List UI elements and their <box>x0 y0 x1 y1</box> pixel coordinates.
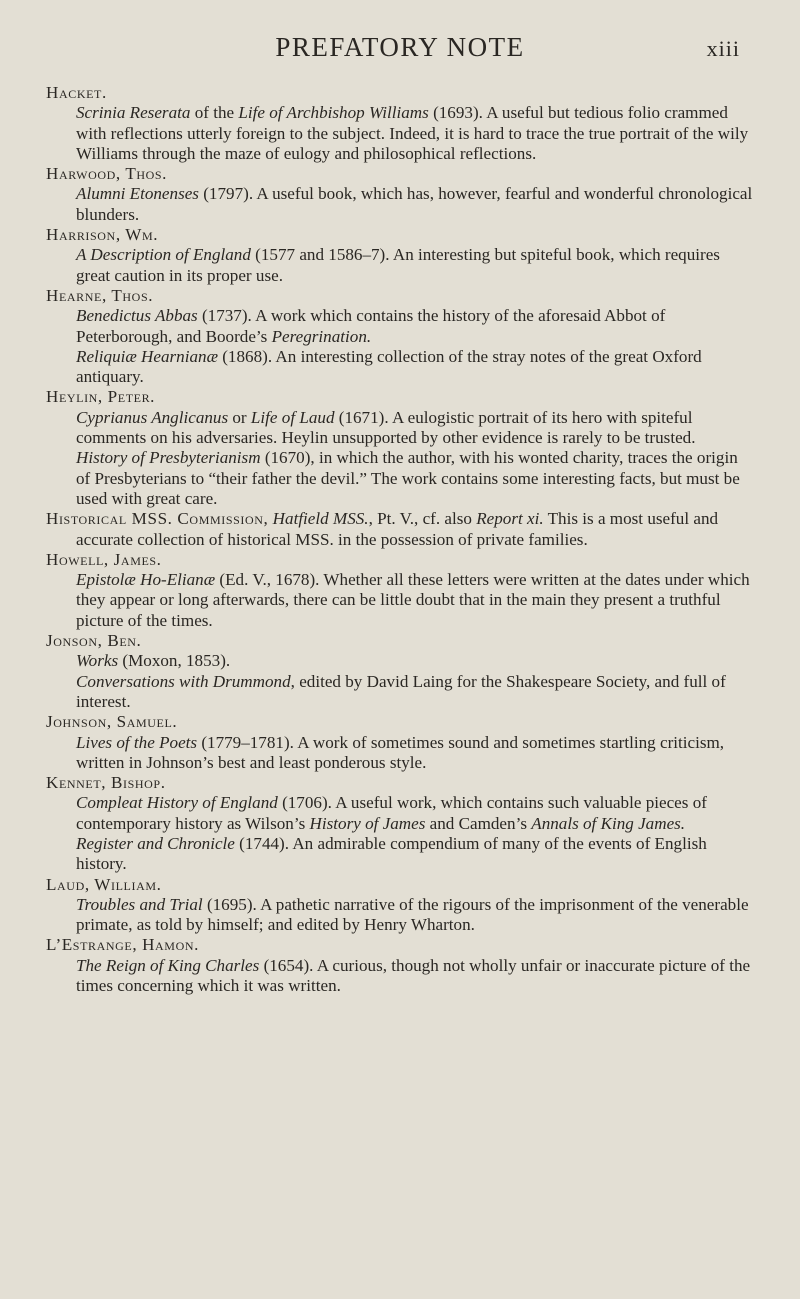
work-entry <box>46 103 756 164</box>
author-heading: L’Estrange, Hamon. <box>46 935 199 955</box>
work-entry <box>46 306 756 347</box>
author-heading: Historical MSS. Commission, <box>46 509 269 529</box>
bibliography-entry <box>46 875 756 936</box>
work-title: Cyprianus Anglicanus <box>76 407 229 427</box>
page-number: xiii <box>706 36 740 61</box>
work-title: The Reign of King Charles <box>76 955 260 975</box>
author-line <box>46 225 756 245</box>
author-heading: Heylin, Peter. <box>46 387 156 407</box>
work-description: (1868). An interesting collection of the stray notes of the great Oxford antiquary. <box>76 346 702 387</box>
bibliography-entry <box>46 164 756 225</box>
work-description: (1670), in which the author, with his wonted charity, traces the origin of Presbyterians to “their father the devil.” The work contains some interesting facts, but must be used with great care. <box>76 448 740 508</box>
author-heading: Hearne, Thos. <box>46 285 154 305</box>
work-title: Benedictus Abbas <box>76 306 198 326</box>
work-description: , edited by David Laing for the Shakespeare Society, and full of interest. <box>76 671 726 711</box>
work-description: and Camden’s <box>425 813 532 833</box>
work-description: of the <box>190 103 239 123</box>
author-line <box>46 875 756 895</box>
work-description: (1654). A curious, though not wholly unfair or inaccurate picture of the times concerning which it was written. <box>76 955 751 996</box>
author-heading: Johnson, Samuel. <box>46 712 178 732</box>
bibliography-entry <box>46 935 756 996</box>
work-entry <box>46 245 756 286</box>
author-line <box>46 712 756 732</box>
bibliography-entry <box>46 773 756 874</box>
work-title: Epistolæ Ho-Elianæ <box>76 570 216 590</box>
running-head <box>0 28 800 68</box>
bibliography-list <box>46 83 756 996</box>
author-heading: Howell, James. <box>46 549 162 569</box>
author-heading: Laud, William. <box>46 874 162 894</box>
author-line <box>46 387 756 407</box>
work-title: Hatfield MSS. <box>272 509 369 529</box>
work-entry <box>46 672 756 713</box>
bibliography-entry <box>46 225 756 286</box>
work-title: Troubles and Trial <box>76 894 203 914</box>
work-description: (1671). A eulogistic portrait of its hero with spiteful comments on his adversaries. Heylin unsupported by other evidence is rarely to be trusted. <box>76 407 696 448</box>
work-title: History of Presbyterianism <box>76 448 261 468</box>
bibliography-entry <box>46 387 756 509</box>
work-entry <box>46 570 756 631</box>
author-line <box>46 935 756 955</box>
author-line <box>46 83 756 103</box>
running-head-title: PREFATORY NOTE <box>275 32 525 62</box>
work-description: (1744). An admirable compendium of many of the events of English history. <box>76 833 707 874</box>
work-title: Annals of King James. <box>531 813 686 833</box>
work-entry <box>46 956 756 997</box>
work-entry <box>46 184 756 225</box>
work-title: Life of Archbishop Williams <box>238 103 429 123</box>
author-line <box>46 509 756 550</box>
work-entry <box>46 733 756 774</box>
work-description: or <box>228 407 251 427</box>
work-description: (1577 and 1586–7). An interesting but spiteful book, which requires great caution in its proper use. <box>76 245 720 285</box>
work-entry <box>46 448 756 509</box>
work-title: Peregrination. <box>271 326 372 346</box>
work-title: Register and Chronicle <box>76 833 235 853</box>
author-line <box>46 773 756 793</box>
work-title: Compleat History of England <box>76 793 278 813</box>
bibliography-entry <box>46 631 756 712</box>
bibliography-entry <box>46 83 756 164</box>
work-entry <box>46 834 756 875</box>
work-entry <box>46 651 756 671</box>
work-entry <box>46 408 756 449</box>
author-line <box>46 164 756 184</box>
work-description: , Pt. V., cf. also <box>368 509 477 529</box>
work-entry <box>46 895 756 936</box>
work-description: (Moxon, 1853). <box>118 651 231 671</box>
work-title: Life of Laud <box>250 407 335 427</box>
work-title: Scrinia Reserata <box>76 103 191 123</box>
work-description: (Ed. V., 1678). Whether all these letters were written at the dates under which they appear or long afterwards, there can be little doubt that in the main they present a truthful picture of the times. <box>76 570 750 630</box>
work-title: Works <box>76 651 119 671</box>
bibliography-entry <box>46 286 756 387</box>
author-line <box>46 286 756 306</box>
bibliography-entry <box>46 550 756 631</box>
work-entry <box>46 793 756 834</box>
author-line <box>46 550 756 570</box>
work-description: (1779–1781). A work of sometimes sound and sometimes startling criticism, written in Johnson’s best and least ponderous style. <box>76 732 725 772</box>
work-title: Report xi. <box>476 509 544 529</box>
work-title: Lives of the Poets <box>76 732 198 752</box>
work-description: This is a most useful and accurate collection of historical MSS. in the possession of private families. <box>76 509 719 549</box>
work-title: History of James <box>309 813 426 833</box>
work-description: (1706). A useful work, which contains such valuable pieces of contemporary history as Wilson’s <box>76 793 707 833</box>
author-heading: Hacket. <box>46 83 107 102</box>
author-heading: Jonson, Ben. <box>46 631 142 651</box>
author-heading: Kennet, Bishop. <box>46 773 166 793</box>
work-title: Conversations with Drummond <box>76 671 291 691</box>
author-line <box>46 631 756 651</box>
bibliography-entry <box>46 712 756 773</box>
work-description: (1797). A useful book, which has, however, fearful and wonderful chronological blunders. <box>76 184 753 224</box>
author-heading: Harrison, Wm. <box>46 225 159 245</box>
bibliography-entry <box>46 509 756 550</box>
work-description: (1695). A pathetic narrative of the rigours of the imprisonment of the venerable primate, as told by himself; and edited by Henry Wharton. <box>76 894 749 935</box>
author-heading: Harwood, Thos. <box>46 164 168 184</box>
work-title: Reliquiæ Hearnianæ <box>76 346 218 366</box>
work-description: (1737). A work which contains the history of the aforesaid Abbot of Peterborough, and Boorde’s <box>76 306 666 346</box>
work-title: Alumni Etonenses <box>76 184 199 204</box>
work-title: A Description of England <box>76 245 251 265</box>
work-description: (1693). A useful but tedious folio crammed with reflections utterly foreign to the subject. Indeed, it is hard to trace the true portrait of the wily Williams through the maze of eulogy and philosophical reflections. <box>76 103 749 163</box>
work-entry <box>46 347 756 388</box>
